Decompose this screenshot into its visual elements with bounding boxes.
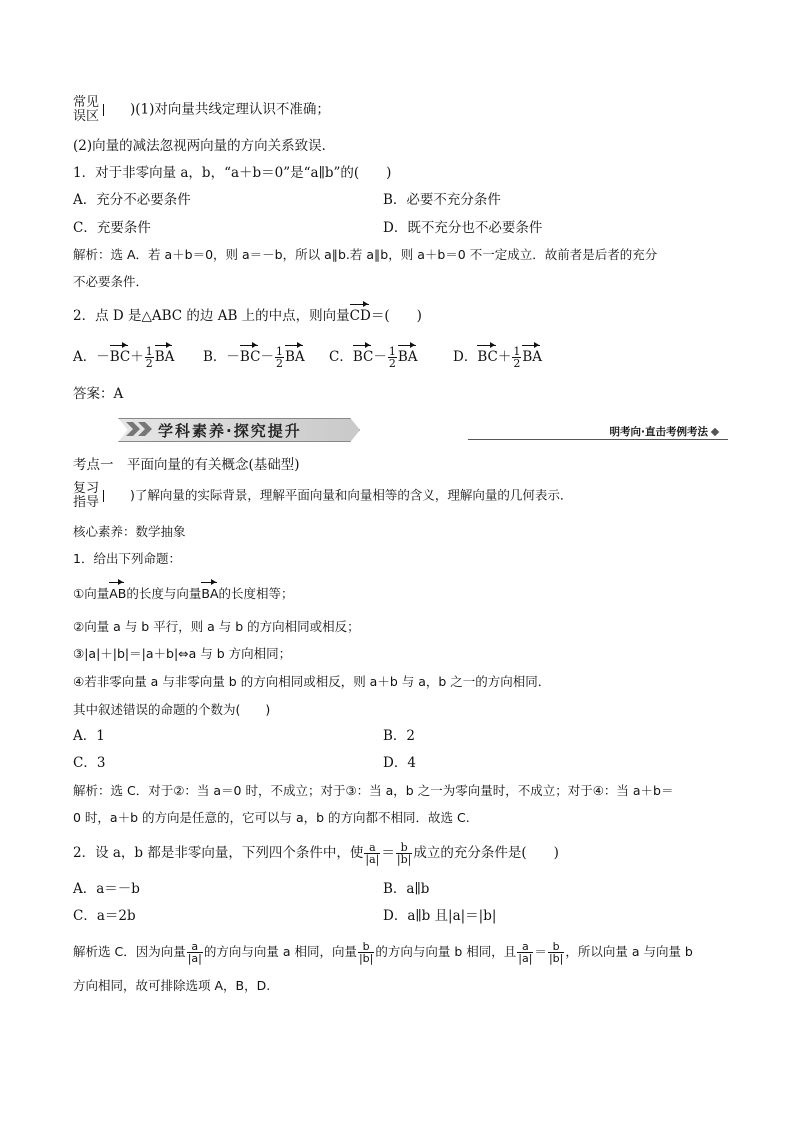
vector-bc: BC [239,349,261,365]
tag-line: 误区 [73,109,100,124]
denominator: |b| [396,853,412,866]
analysis-text [73,941,693,964]
denominator: 2 [513,357,521,370]
numerator: a [364,842,380,854]
tag-line: 复习 [73,481,100,496]
numerator: 1 [388,345,396,358]
option-b [203,346,305,369]
fraction-b-over-abs-b [358,941,374,964]
analysis-text: 不必要条件． [73,274,149,289]
analysis-text: 解析：选 C．对于②：当 a＝0 时，不成立；对于③：当 a，b 之一为零向量时，不成立；对于④：当 a＋b＝ [73,783,674,798]
question-stem: 1．对于非零向量 a，b，“a＋b＝0”是“a∥b”的( ) [73,165,392,181]
option-c: C．3 [73,755,106,771]
numerator: b [548,941,564,953]
numerator: 1 [275,345,283,358]
numerator: b [358,941,374,953]
review-guide-text: )了解向量的实际背景，理解平面向量和向量相等的含义，理解向量的几何表示． [130,487,573,503]
analysis-text: 解析：选 A．若 a＋b＝0，则 a＝－b，所以 a∥b.若 a∥b，则 a＋b＝0 不一定成立．故前者是后者的充分 [73,247,658,262]
option-a: A．a＝－b [73,881,140,897]
operator: ＝ [534,944,547,959]
analysis-text: 0 时，a＋b 的方向是任意的，它可以与 a，b 的方向都不相同．故选 C. [73,810,470,825]
vector-bc: BC [352,349,374,365]
analysis-text: 方向相同，故可排除选项 A，B，D. [73,978,271,993]
vector-bc: BC [109,349,131,365]
denominator: |b| [548,952,564,965]
stem-text: 成立的充分条件是( ) [413,845,559,861]
option-label: A．－ [73,349,110,365]
fraction-b-over-abs-b [548,941,564,964]
option-b: B．a∥b [383,881,430,897]
option-d [453,346,542,369]
option-label: D． [453,349,478,365]
operator: ＋ [497,349,512,365]
option-label: B．－ [203,349,240,365]
denominator: |a| [518,952,533,965]
tag-bracket [103,104,128,116]
analysis-fragment: 解析选 C．因为向量 [73,944,186,959]
option-b: B．2 [383,728,416,744]
option-d: D．4 [383,755,416,771]
fraction-half [145,346,154,369]
review-guide-tag [73,482,103,510]
numerator: 1 [513,345,521,358]
analysis-fragment: 的方向与向量 b 相同，且 [375,944,517,959]
operator: ＝ [381,845,395,861]
tag-bracket [103,490,128,502]
analysis-fragment: ，所以向量 a 与向量 b [565,944,693,959]
vector-ba: BA [284,349,305,365]
numerator: a [187,941,203,953]
tag-line: 指导 [73,495,100,510]
numerator: a [517,941,533,953]
fraction-b-over-abs-b [396,842,412,865]
statement-2: ②向量 a 与 b 平行，则 a 与 b 的方向相同或相反； [73,619,360,634]
option-c: C．a＝2b [73,908,136,924]
banner-rule [468,439,728,440]
denominator: 2 [275,357,283,370]
tag-line: 常见 [73,95,100,110]
vector-ba: BA [397,349,418,365]
section-banner [118,418,728,444]
statement-text: 的长度相等； [218,586,294,601]
numerator: b [396,842,412,854]
fraction-a-over-abs-a [187,941,203,964]
section-title: 考点一 平面向量的有关概念(基础型) [73,457,300,473]
stem-text: 2．设 a，b 都是非零向量，下列四个条件中，使 [73,845,364,861]
option-label: C． [329,349,353,365]
denominator: |a| [187,952,202,965]
common-error-item: (2)向量的减法忽视两向量的方向关系致误． [73,138,336,154]
option-c [329,346,418,369]
operator: － [260,349,274,365]
fraction-half [388,346,397,369]
vector-ba: BA [201,584,218,604]
statement-1 [73,584,294,604]
statement-3: ③|a|＋|b|＝|a＋b|⇔a 与 b 方向相同； [73,646,292,661]
vector-ba: BA [522,349,543,365]
statement-text: ①向量 [73,586,110,601]
common-error-item: )(1)对向量共线定理认识不准确； [130,101,330,118]
question-stem [73,306,422,326]
fraction-a-over-abs-a [364,842,380,865]
numerator: 1 [145,345,153,358]
denominator: 2 [388,357,396,370]
question-stem: 1．给出下列命题： [73,551,181,566]
common-errors-line [73,96,330,124]
stem-text: ＝( ) [370,308,422,324]
option-b: B．必要不充分条件 [383,192,501,208]
operator: － [373,349,387,365]
option-d: D．a∥b 且|a|＝|b| [383,908,497,924]
stem-text: 2．点 D 是△ABC 的边 AB 上的中点，则向量 [73,308,350,324]
banner-subtitle [610,424,719,439]
question-ask: 其中叙述错误的命题的个数为( ) [73,702,271,717]
vector-ba: BA [154,349,175,365]
banner-title: 学科素养·探究提升 [158,422,302,440]
fraction-half [512,346,521,369]
vector-ab: AB [109,584,126,604]
analysis-fragment: 的方向与向量 a 相同，向量 [203,944,357,959]
option-d: D．既不充分也不必要条件 [383,220,543,236]
operator: ＋ [130,349,144,365]
denominator: |a| [365,853,380,866]
denominator: 2 [145,357,153,370]
statement-text: 的长度与向量 [126,586,202,601]
diamond-icon [711,428,719,436]
option-a: A．1 [73,728,105,744]
question-stem [73,842,559,865]
statement-4: ④若非零向量 a 与非零向量 b 的方向相同或相反，则 a＋b 与 a，b 之一的方向相同． [73,674,551,689]
option-a [73,346,174,369]
option-a: A．充分不必要条件 [73,192,191,208]
vector-cd: CD [349,308,371,324]
core-literacy: 核心素养：数学抽象 [73,524,186,539]
fraction-half [275,346,284,369]
denominator: |b| [358,952,374,965]
option-c: C．充要条件 [73,220,151,236]
fraction-a-over-abs-a [517,941,533,964]
common-errors-tag [73,96,103,124]
vector-bc: BC [477,349,498,365]
answer-text: 答案：A [73,386,124,402]
banner-subtitle-text: 明考向·直击考例考法 [609,426,708,438]
review-guide-line [73,482,572,510]
